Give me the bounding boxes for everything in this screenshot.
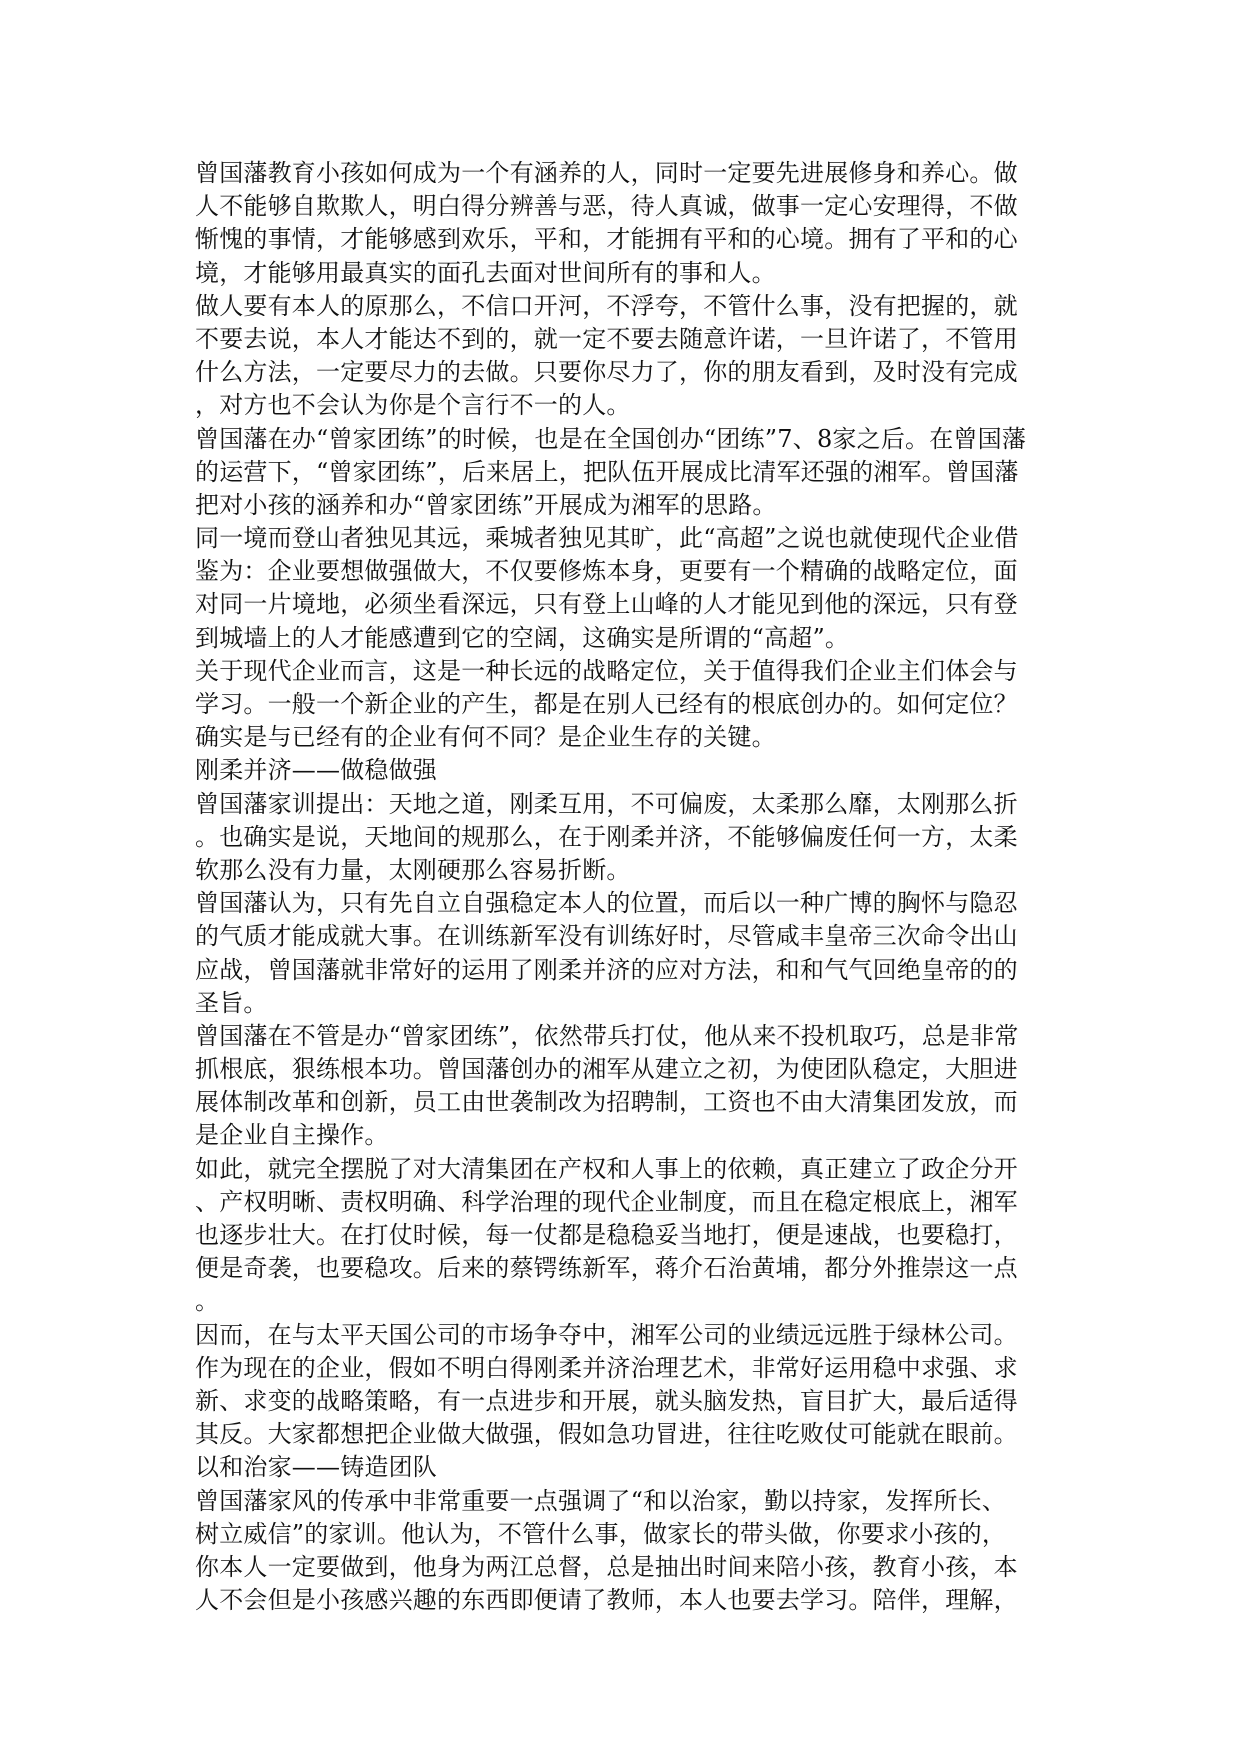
text-line: 展体制改革和创新，员工由世袭制改为招聘制，工资也不由大清集团发放，而 [195,1088,1018,1117]
text-line: 软那么没有力量，太刚硬那么容易折断。 [195,855,631,884]
text-line: 曾国藩家风的传承中非常重要一点强调了“和以治家，勤以持家，发挥所长、 [195,1486,1007,1515]
text-line: 。 [195,1287,220,1316]
text-line: ，对方也不会认为你是个言行不一的人。 [195,391,631,420]
text-line: 不要去说，本人才能达不到的，就一定不要去随意许诺，一旦许诺了，不管用 [195,324,1018,353]
text-line: 惭愧的事情，才能够感到欢乐，平和，才能拥有平和的心境。拥有了平和的心 [195,225,1018,254]
document-body [195,157,1046,1617]
text-line: 你本人一定要做到，他身为两江总督，总是抽出时间来陪小孩，教育小孩，本 [195,1552,1018,1581]
text-line: 其反。大家都想把企业做大做强，假如急功冒进，往往吃败仗可能就在眼前。 [195,1420,1018,1449]
text-line: 新、求变的战略策略，有一点进步和开展，就头脑发热，盲目扩大，最后适得 [195,1386,1018,1415]
text-line: 什么方法，一定要尽力的去做。只要你尽力了，你的朋友看到，及时没有完成 [195,358,1018,387]
section-heading: 刚柔并济——做稳做强 [195,756,437,785]
text-line: 曾国藩教育小孩如何成为一个有涵养的人，同时一定要先进展修身和养心。做 [195,159,1018,187]
text-line: 对同一片境地，必须坐看深远，只有登上山峰的人才能见到他的深远，只有登 [195,590,1018,619]
text-line: 如此，就完全摆脱了对大清集团在产权和人事上的依赖，真正建立了政企分开 [195,1154,1018,1183]
text-line: 到城墙上的人才能感遭到它的空阔，这确实是所谓的“高超”。 [195,623,850,652]
text-line: 树立威信”的家训。他认为，不管什么事，做家长的带头做，你要求小孩的， [195,1519,1007,1548]
text-line: 因而，在与太平天国公司的市场争夺中，湘军公司的业绩远远胜于绿林公司。 [195,1320,1018,1349]
text-line: 便是奇袭，也要稳攻。后来的蔡锷练新军，蒋介石治黄埔，都分外推崇这一点 [195,1254,1018,1283]
text-line: 、产权明晰、责权明确、科学治理的现代企业制度，而且在稳定根底上，湘军 [195,1187,1018,1216]
text-line: 把对小孩的涵养和办“曾家团练”开展成为湘军的思路。 [195,490,777,519]
text-line: 抓根底，狠练根本功。曾国藩创办的湘军从建立之初，为使团队稳定，大胆进 [195,1055,1018,1084]
text-line: 曾国藩认为，只有先自立自强稳定本人的位置，而后以一种广博的胸怀与隐忍 [195,889,1018,918]
text-line: 的运营下，“曾家团练”，后来居上，把队伍开展成比清军还强的湘军。曾国藩 [195,457,1019,486]
text-line: 同一境而登山者独见其远，乘城者独见其旷，此“高超”之说也就使现代企业借 [195,524,1019,553]
section-heading: 以和治家——铸造团队 [195,1453,437,1482]
text-line: 的气质才能成就大事。在训练新军没有训练好时，尽管咸丰皇帝三次命令出山 [195,922,1018,951]
text-line: 应战，曾国藩就非常好的运用了刚柔并济的应对方法，和和气气回绝皇帝的的 [195,955,1018,984]
text-line: 鉴为：企业要想做强做大，不仅要修炼本身，更要有一个精确的战略定位，面 [195,557,1018,586]
text-line: 做人要有本人的原那么，不信口开河，不浮夸，不管什么事，没有把握的，就 [195,291,1018,320]
text-line: 确实是与已经有的企业有何不同？是企业生存的关键。 [195,723,776,752]
text-line: 关于现代企业而言，这是一种长远的战略定位，关于值得我们企业主们体会与 [195,656,1018,685]
text-line: 曾国藩在办“曾家团练”的时候，也是在全国创办“团练”7、8家之后。在曾国藩 [195,424,1027,453]
text-line: 是企业自主操作。 [195,1121,389,1150]
text-line: 学习。一般一个新企业的产生，都是在别人已经有的根底创办的。如何定位？ [195,690,1018,718]
text-line: 曾国藩在不管是办“曾家团练”，依然带兵打仗，他从来不投机取巧，总是非常 [195,1021,1019,1050]
text-line: 。也确实是说，天地间的规那么，在于刚柔并济，不能够偏废任何一方，太柔 [195,822,1018,851]
text-line: 人不能够自欺欺人，明白得分辨善与恶，待人真诚，做事一定心安理得，不做 [195,192,1018,221]
text-line: 也逐步壮大。在打仗时候，每一仗都是稳稳妥当地打，便是速战，也要稳打， [195,1221,1018,1249]
text-line: 人不会但是小孩感兴趣的东西即便请了教师，本人也要去学习。陪伴，理解， [195,1586,1018,1615]
text-line: 境，才能够用最真实的面孔去面对世间所有的事和人。 [195,258,776,287]
text-line: 作为现在的企业，假如不明白得刚柔并济治理艺术，非常好运用稳中求强、求 [195,1353,1018,1382]
text-line: 曾国藩家训提出：天地之道，刚柔互用，不可偏废，太柔那么靡，太刚那么折 [195,789,1018,818]
text-line: 圣旨。 [195,988,268,1017]
